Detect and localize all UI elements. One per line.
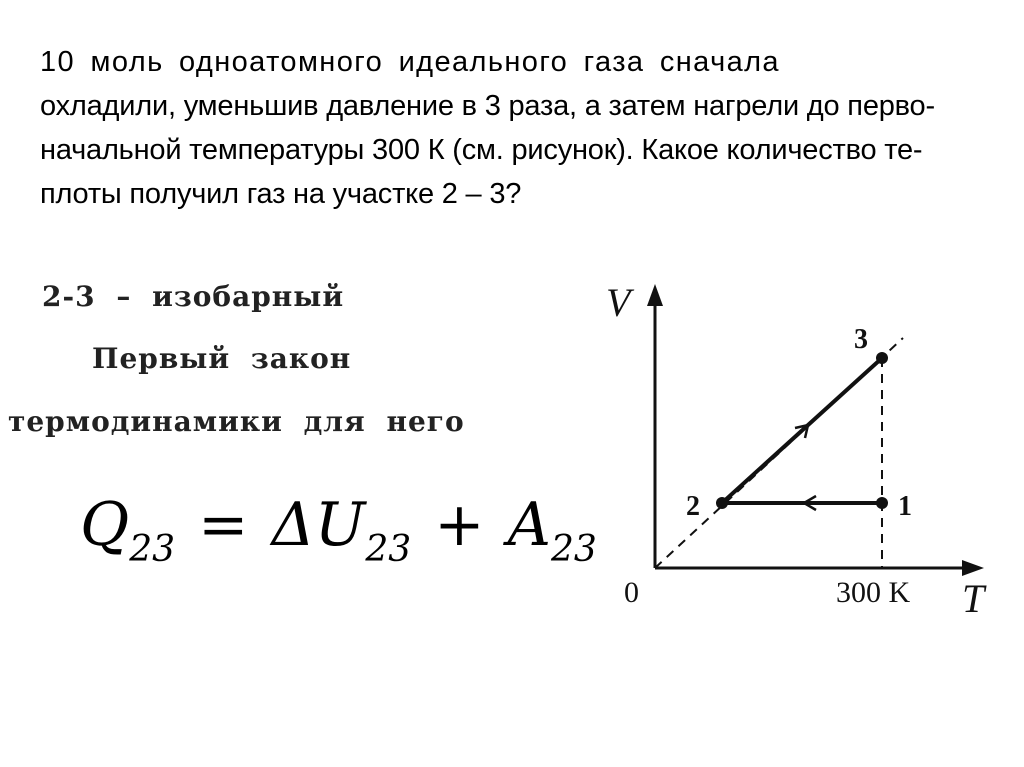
v-axis-label: V (606, 280, 631, 325)
point-3-label: 3 (854, 324, 868, 355)
problem-line-4: плоты получил газ на участке 2 – 3? (40, 178, 522, 210)
point-1-label: 1 (898, 491, 912, 522)
v-axis-arrow (647, 284, 663, 306)
formula-q-subscript: 23 (129, 529, 176, 570)
problem-line-2: охладили, уменьшив давление в 3 раза, а затем нагрели до перво- (40, 90, 935, 122)
problem-line-1: 10 моль одноатомного идеального газа сначала (40, 46, 780, 78)
t-axis-label: T (962, 576, 985, 621)
explanation-line-1: 2-3 – изобарный (42, 280, 345, 313)
formula-a: A (507, 490, 551, 560)
point-2-marker (716, 497, 728, 509)
formula-q: Q (80, 490, 130, 560)
formula-du-subscript: 23 (365, 529, 412, 570)
temperature-300k-label: 300 K (836, 576, 911, 609)
formula-du: ΔU (271, 490, 366, 560)
origin-label: 0 (624, 576, 639, 609)
formula-a-subscript: 23 (550, 529, 597, 570)
explanation-line-2: Первый закон (92, 342, 352, 375)
point-1-marker (876, 497, 888, 509)
explanation-line-3: термодинамики для него (8, 405, 465, 438)
t-axis-arrow (962, 560, 984, 576)
process-2-3-line (722, 358, 882, 503)
point-3-marker (876, 352, 888, 364)
formula-equals: = (198, 490, 249, 560)
point-2-label: 2 (686, 491, 700, 522)
problem-line-3: начальной температуры 300 К (см. рисунок). Какое количество те- (40, 134, 923, 166)
formula-plus: + (434, 490, 485, 560)
